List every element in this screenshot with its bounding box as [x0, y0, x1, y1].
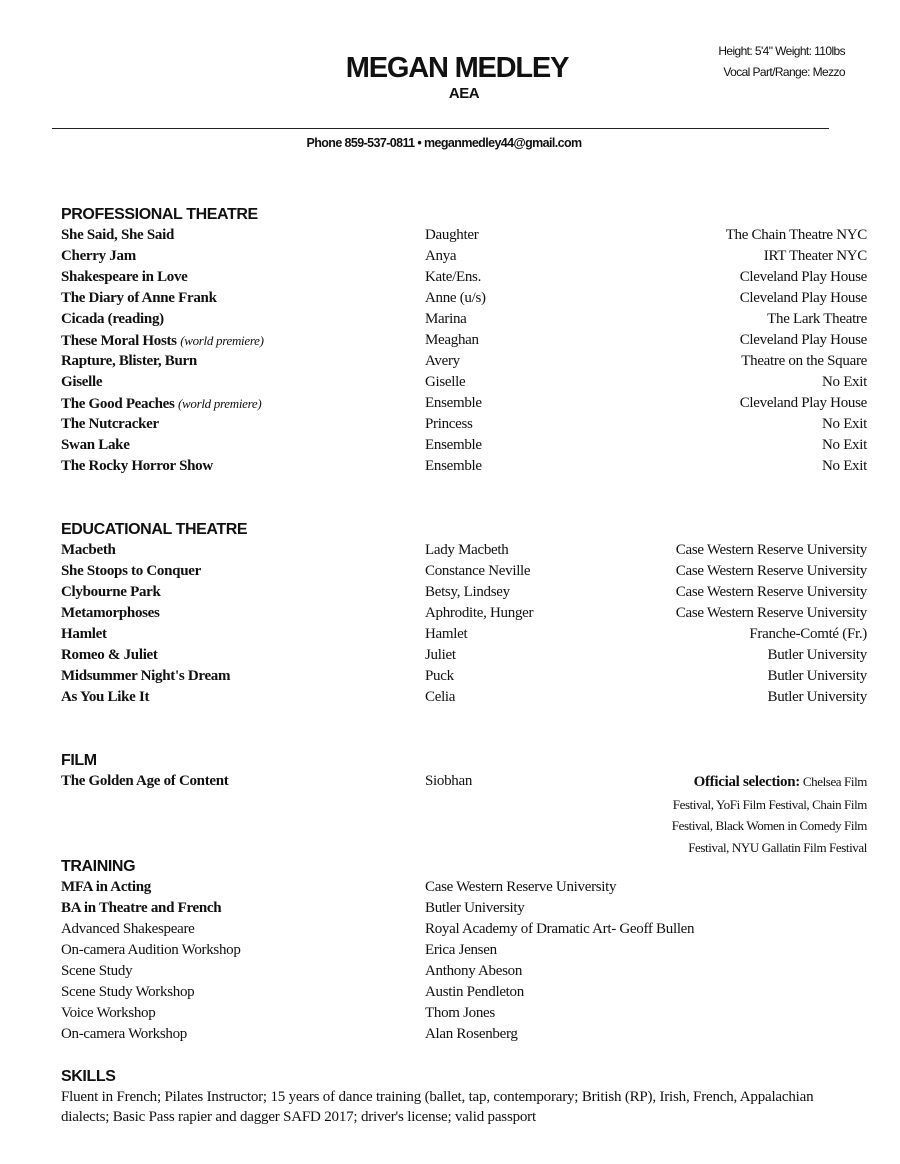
- instructor: Erica Jensen: [425, 942, 497, 958]
- venue: Butler University: [767, 647, 867, 663]
- instructor: Anthony Abeson: [425, 963, 523, 979]
- show-title: [61, 288, 217, 309]
- venue: Theatre on the Square: [741, 353, 867, 369]
- show-note: (world premiere): [177, 396, 262, 411]
- height-weight: Height: 5'4" Weight: 110lbs: [718, 44, 845, 58]
- show-title: [61, 246, 136, 267]
- course: Voice Workshop: [61, 1005, 156, 1021]
- role: Aphrodite, Hunger: [425, 605, 534, 621]
- venue: No Exit: [822, 437, 867, 453]
- role: Meaghan: [425, 332, 479, 348]
- skills-text: Fluent in French; Pilates Instructor; 15 years of dance training (ballet, tap, contemporary; British (RP), Irish, French, Appalachian dialects; Basic Pass rapier and dagger SAFD 2017; driver's license; valid passport: [61, 1089, 814, 1125]
- credit-row: [61, 351, 867, 372]
- training-row: [61, 877, 867, 898]
- course: MFA in Acting: [61, 879, 151, 895]
- show-name: The Nutcracker: [61, 416, 159, 432]
- professional-theatre-section: [61, 205, 867, 477]
- show-name: She Said, She Said: [61, 227, 174, 243]
- show-title: [61, 267, 188, 288]
- show-title: [61, 456, 213, 477]
- role: Giselle: [425, 374, 466, 390]
- skills-section: [61, 1067, 867, 1127]
- venue: Butler University: [767, 668, 867, 684]
- credit-row: [61, 225, 867, 246]
- role: Avery: [425, 353, 460, 369]
- venue: Cleveland Play House: [739, 332, 867, 348]
- instructor: Thom Jones: [425, 1005, 495, 1021]
- show-title: [61, 225, 174, 246]
- venue: No Exit: [822, 416, 867, 432]
- credit-row: [61, 666, 867, 687]
- credit-row: [61, 309, 867, 330]
- venue: Franche-Comté (Fr.): [749, 626, 867, 642]
- section-title: PROFESSIONAL THEATRE: [61, 206, 258, 223]
- instructor: Alan Rosenberg: [425, 1026, 518, 1042]
- training-section: [61, 857, 867, 1045]
- credit-row: [61, 456, 867, 477]
- show-name: Cherry Jam: [61, 248, 136, 264]
- credit-row: [61, 393, 867, 414]
- venue: Case Western Reserve University: [675, 563, 867, 579]
- venue: Cleveland Play House: [739, 269, 867, 285]
- course: Scene Study: [61, 963, 133, 979]
- professional-list: [61, 225, 867, 477]
- instructor: Royal Academy of Dramatic Art- Geoff Bullen: [425, 921, 695, 937]
- union-affiliation: AEA: [448, 85, 480, 102]
- training-row: [61, 1024, 867, 1045]
- training-list: [61, 877, 867, 1045]
- role: Daughter: [425, 227, 479, 243]
- venue: Butler University: [767, 689, 867, 705]
- role: Lady Macbeth: [425, 542, 509, 558]
- venue: No Exit: [822, 374, 867, 390]
- role: Juliet: [425, 647, 456, 663]
- show-title: She Stoops to Conquer: [61, 563, 201, 579]
- course: Advanced Shakespeare: [61, 921, 195, 937]
- actor-name: MEGAN MEDLEY: [345, 52, 569, 84]
- header-divider: [52, 128, 829, 129]
- film-festival-selections: [652, 771, 867, 858]
- training-row: [61, 961, 867, 982]
- role: Ensemble: [425, 458, 482, 474]
- show-note: (world premiere): [180, 333, 264, 348]
- show-title: Romeo & Juliet: [61, 647, 158, 663]
- credit-row: [61, 603, 867, 624]
- course: Scene Study Workshop: [61, 984, 195, 1000]
- show-title: [61, 435, 130, 456]
- role: Hamlet: [425, 626, 468, 642]
- section-title: EDUCATIONAL THEATRE: [61, 521, 248, 538]
- selection-festivals: Chelsea Film Festival, YoFi Film Festival, Chain Film Festival, Black Women in Comedy Film Festival, NYU Gallatin Film Festival: [671, 774, 867, 855]
- show-title: [61, 330, 264, 352]
- instructor: Case Western Reserve University: [425, 879, 617, 895]
- role: Constance Neville: [425, 563, 531, 579]
- show-title: Clybourne Park: [61, 584, 161, 600]
- show-title: As You Like It: [61, 689, 150, 705]
- venue: Cleveland Play House: [739, 395, 867, 411]
- credit-row: [61, 582, 867, 603]
- credit-row: [61, 687, 867, 708]
- credit-row: [61, 645, 867, 666]
- film-credit: [61, 771, 867, 857]
- show-name: Cicada (reading): [61, 311, 164, 327]
- role: Anya: [425, 248, 457, 264]
- show-title: [61, 414, 159, 435]
- credit-row: [61, 561, 867, 582]
- venue: Case Western Reserve University: [675, 542, 867, 558]
- credit-row: [61, 414, 867, 435]
- credit-row: [61, 435, 867, 456]
- physical-stats: [718, 41, 845, 83]
- role: Princess: [425, 416, 473, 432]
- section-title: TRAINING: [61, 858, 136, 875]
- credit-row: [61, 330, 867, 351]
- show-name: The Diary of Anne Frank: [61, 290, 217, 306]
- venue: IRT Theater NYC: [763, 248, 867, 264]
- film-role: Siobhan: [425, 773, 473, 789]
- show-title: Macbeth: [61, 542, 116, 558]
- vocal-range: Vocal Part/Range: Mezzo: [723, 65, 845, 79]
- show-name: Rapture, Blister, Burn: [61, 353, 197, 369]
- show-title: [61, 309, 164, 330]
- instructor: Austin Pendleton: [425, 984, 524, 1000]
- show-title: Metamorphoses: [61, 605, 160, 621]
- contact-info: Phone 859-537-0811 • meganmedley44@gmail.com: [306, 136, 582, 150]
- credit-row: [61, 624, 867, 645]
- show-title: Hamlet: [61, 626, 107, 642]
- show-title: [61, 372, 102, 393]
- training-row: [61, 1003, 867, 1024]
- role: Ensemble: [425, 395, 482, 411]
- educational-list: [61, 540, 867, 708]
- training-row: [61, 898, 867, 919]
- show-name: Shakespeare in Love: [61, 269, 188, 285]
- venue: Case Western Reserve University: [675, 584, 867, 600]
- credit-row: [61, 246, 867, 267]
- course: On-camera Workshop: [61, 1026, 187, 1042]
- venue: No Exit: [822, 458, 867, 474]
- role: Marina: [425, 311, 467, 327]
- role: Betsy, Lindsey: [425, 584, 510, 600]
- course: On-camera Audition Workshop: [61, 942, 241, 958]
- venue: The Lark Theatre: [767, 311, 867, 327]
- show-title: Midsummer Night's Dream: [61, 668, 231, 684]
- show-title: [61, 351, 197, 372]
- venue: Case Western Reserve University: [675, 605, 867, 621]
- show-name: Giselle: [61, 374, 103, 390]
- section-title: FILM: [61, 752, 97, 769]
- credit-row: [61, 540, 867, 561]
- role: Anne (u/s): [425, 290, 486, 306]
- show-name: Swan Lake: [61, 437, 130, 453]
- credit-row: [61, 288, 867, 309]
- show-name: The Good Peaches: [61, 396, 175, 412]
- show-name: These Moral Hosts: [61, 333, 177, 349]
- course: BA in Theatre and French: [61, 900, 222, 916]
- venue: Cleveland Play House: [739, 290, 867, 306]
- role: Kate/Ens.: [425, 269, 482, 285]
- venue: The Chain Theatre NYC: [725, 227, 867, 243]
- role: Celia: [425, 689, 456, 705]
- credit-row: [61, 267, 867, 288]
- instructor: Butler University: [425, 900, 525, 916]
- role: Ensemble: [425, 437, 482, 453]
- credit-row: [61, 372, 867, 393]
- training-row: [61, 982, 867, 1003]
- show-title: [61, 393, 261, 415]
- film-title: The Golden Age of Content: [61, 773, 229, 789]
- selection-label: Official selection:: [693, 774, 800, 790]
- show-name: The Rocky Horror Show: [61, 458, 213, 474]
- training-row: [61, 940, 867, 961]
- section-title: SKILLS: [61, 1068, 116, 1085]
- role: Puck: [425, 668, 454, 684]
- training-row: [61, 919, 867, 940]
- educational-theatre-section: [61, 520, 867, 708]
- film-section: [61, 751, 867, 857]
